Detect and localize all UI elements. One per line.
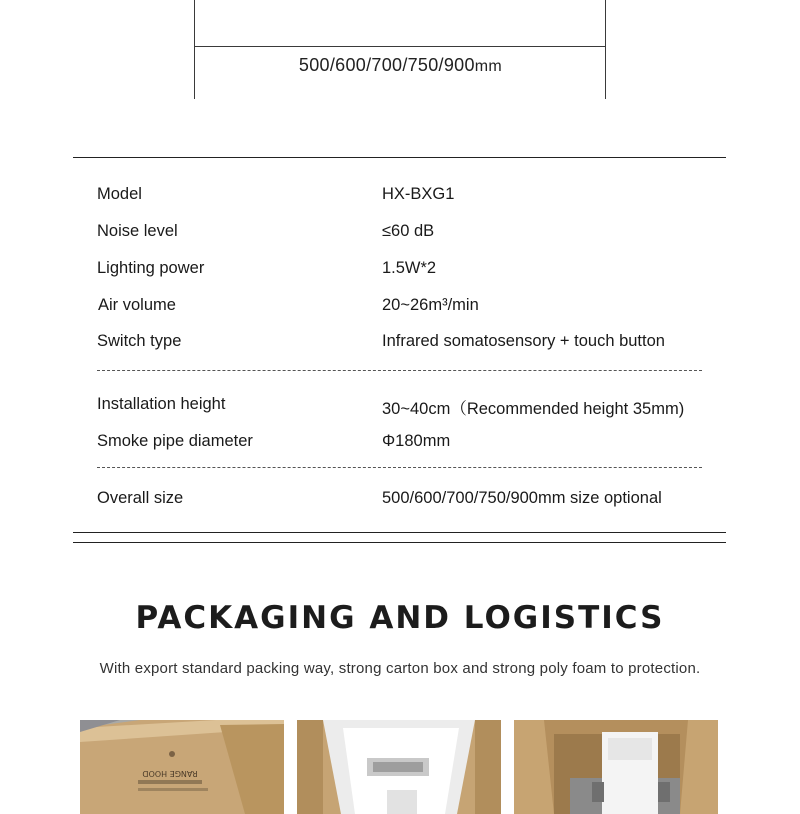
dimension-box-right-edge — [605, 0, 606, 99]
spec-row-air-volume — [97, 296, 717, 320]
spec-row-model — [97, 185, 717, 209]
spec-key: Overall size — [97, 489, 184, 507]
spec-row-lighting-power — [97, 259, 717, 283]
spec-value: Infrared somatosensory + touch button — [382, 332, 665, 350]
spec-divider-dashed — [97, 467, 702, 468]
spec-table-bottom-rule-double — [73, 542, 726, 543]
dimension-value: 500/600/700/750/900 — [298, 55, 475, 75]
packaging-photo-carton — [80, 720, 284, 814]
carton-print-text: RANGE HOOD — [142, 769, 198, 778]
spec-key: Model — [97, 185, 142, 203]
spec-table-bottom-rule — [73, 532, 726, 533]
spec-row-smoke-pipe-diameter — [97, 432, 717, 456]
spec-key: Noise level — [97, 222, 178, 240]
spec-value: Φ180mm — [382, 432, 451, 450]
spec-row-noise-level — [97, 222, 717, 246]
spec-value: 20~26m³/min — [382, 296, 479, 314]
spec-table-top-rule — [73, 157, 726, 158]
spec-row-switch-type — [97, 332, 717, 356]
spec-value: 1.5W*2 — [382, 259, 437, 277]
spec-value: HX-BXG1 — [382, 185, 455, 203]
packaging-photo-packed — [514, 720, 718, 814]
spec-key: Installation height — [97, 395, 226, 413]
spec-divider-dashed — [97, 370, 702, 371]
dimension-box-divider — [194, 46, 606, 47]
dimension-label — [195, 55, 606, 76]
dimension-box-left-edge — [194, 0, 195, 99]
packaging-subtitle: With export standard packing way, strong carton box and strong poly foam to protection. — [99, 660, 701, 677]
packaging-title: PACKAGING AND LOGISTICS — [135, 600, 665, 636]
carton-photo-image — [80, 720, 284, 814]
spec-value: 30~40cm（Recommended height 35mm) — [382, 400, 685, 418]
spec-key: Switch type — [97, 332, 182, 350]
dimension-unit: mm — [474, 58, 503, 75]
spec-value: 500/600/700/750/900mm size optional — [382, 489, 662, 507]
spec-row-overall-size — [97, 489, 717, 513]
spec-row-installation-height — [97, 395, 717, 419]
spec-value: ≤60 dB — [382, 222, 435, 240]
spec-key: Air volume — [98, 296, 176, 314]
packaging-photo-foam — [297, 720, 501, 814]
packed-photo-image — [514, 720, 718, 814]
foam-photo-image — [297, 720, 501, 814]
spec-key: Smoke pipe diameter — [97, 432, 253, 450]
spec-key: Lighting power — [97, 259, 205, 277]
